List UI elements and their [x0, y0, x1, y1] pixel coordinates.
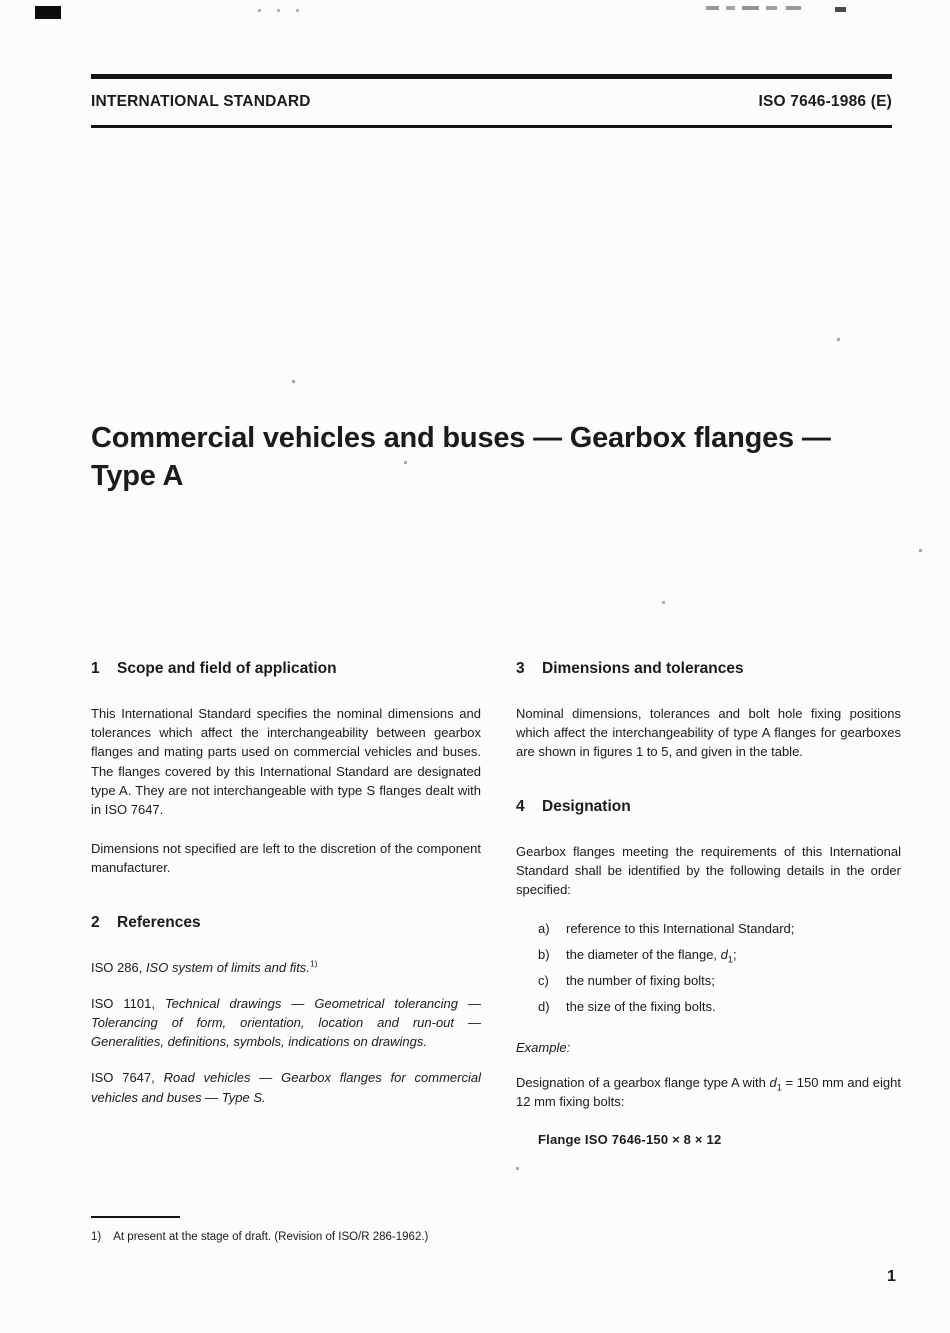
section-3-paragraph-1: Nominal dimensions, tolerances and bolt hole fixing positions which affect the interchangeability of type A flanges for gearboxes are shown in figures 1 to 5, and given in the table. — [516, 706, 901, 760]
standard-type-label: INTERNATIONAL STANDARD — [91, 93, 311, 110]
header-bottom-rule — [91, 125, 892, 128]
list-item-label: d) — [538, 999, 550, 1015]
section-1-number: 1 — [91, 660, 100, 677]
scan-artifact — [837, 338, 840, 341]
list-item-d — [538, 997, 901, 1016]
body-columns — [91, 660, 901, 1147]
list-item-label: b) — [538, 947, 550, 963]
section-1-paragraph-2: Dimensions not specified are left to the discretion of the component manufacturer. — [91, 841, 481, 876]
list-item-b — [538, 945, 901, 964]
reference-title: Technical drawings — Geometrical tolerancing — Tolerancing of form, orientation, location and run-out — Generalities, definitions, symbols, indications on drawings. — [91, 995, 481, 1050]
scan-artifact — [766, 6, 777, 10]
footnote-mark: 1) — [91, 1231, 102, 1243]
scan-artifact — [919, 549, 922, 552]
list-item-text: the diameter of the flange, $d_1$; — [566, 947, 737, 965]
section-2-heading — [91, 914, 481, 932]
footnote-reference-mark: 1) — [309, 958, 318, 969]
section-1-heading — [91, 660, 481, 678]
scan-artifact — [516, 1167, 519, 1170]
title-line-2: Type A — [91, 460, 184, 492]
variable-d1: d — [769, 1075, 777, 1091]
reference-title: Road vehicles — Gearbox flanges for commercial vehicles and buses — Type S. — [91, 1070, 481, 1105]
scan-artifact — [726, 6, 735, 10]
section-2-title: References — [117, 913, 201, 931]
reference-code: ISO 1101, — [91, 995, 155, 1011]
example-paragraph: Designation of a gearbox flange type A with $d_1 = 150$ mm and eight 12 mm fixing bolts: — [516, 1075, 901, 1110]
reference-code: ISO 7647, — [91, 1070, 155, 1086]
scan-artifact — [292, 380, 295, 383]
scan-artifact — [786, 6, 801, 10]
section-4-paragraph-1: Gearbox flanges meeting the requirements of this International Standard shall be identified by the following details in the order specified: — [516, 843, 901, 898]
scan-artifact — [296, 9, 299, 12]
footnote-rule — [91, 1216, 180, 1218]
section-4-number: 4 — [516, 797, 525, 815]
scan-artifact — [742, 6, 759, 10]
list-item-label: a) — [538, 921, 550, 937]
scan-artifact — [277, 9, 280, 12]
list-item-text: the size of the fixing bolts. — [566, 999, 716, 1015]
section-4-heading — [516, 798, 901, 816]
section-3-title: Dimensions and tolerances — [542, 660, 744, 677]
designation-detail-list — [538, 919, 901, 1016]
section-1-paragraph-1: This International Standard specifies the nominal dimensions and tolerances which affect the interchangeability between gearbox flanges and mating parts used on commercial vehicles and buses. The flanges covered by this International Standard are designated type A. They are not interchangeable with type S flanges dealt with in ISO 7647. — [91, 706, 481, 818]
standard-number: ISO 7646-1986 (E) — [758, 93, 892, 110]
footnote — [91, 1230, 611, 1245]
list-item-label: c) — [538, 973, 549, 989]
list-item-text: the number of fixing bolts; — [566, 973, 715, 989]
reference-iso-7647 — [91, 1068, 481, 1106]
section-2-number: 2 — [91, 913, 100, 931]
section-1-title: Scope and field of application — [117, 660, 337, 677]
title-line-1: Commercial vehicles and buses — Gearbox flanges — — [91, 422, 831, 454]
left-column — [91, 660, 481, 1147]
footnote-text: At present at the stage of draft. (Revision of ISO/R 286-1962.) — [113, 1231, 429, 1243]
list-item-text: reference to this International Standard; — [566, 921, 795, 937]
right-column — [516, 660, 901, 1147]
list-item-a — [538, 919, 901, 938]
example-label: Example: — [516, 1040, 571, 1056]
reference-code: ISO 286, — [91, 959, 143, 975]
scan-artifact — [662, 601, 665, 604]
reference-iso-1101 — [91, 994, 481, 1052]
document-title — [91, 419, 901, 495]
variable-d1: d — [720, 947, 728, 963]
section-4-title: Designation — [542, 797, 631, 815]
list-item-c — [538, 971, 901, 990]
reference-title: ISO system of limits and fits. — [145, 959, 310, 975]
scan-artifact — [258, 9, 261, 12]
header-top-rule — [91, 74, 892, 79]
page-number: 1 — [887, 1268, 896, 1285]
scan-artifact — [835, 7, 846, 12]
scan-artifact — [706, 6, 719, 10]
section-3-number: 3 — [516, 660, 525, 677]
designation-example: Flange ISO 7646-150 × 8 × 12 — [538, 1131, 722, 1147]
document-header — [91, 93, 892, 111]
scan-artifact — [35, 6, 61, 19]
reference-iso-286 — [91, 958, 481, 977]
section-3-heading — [516, 660, 901, 678]
